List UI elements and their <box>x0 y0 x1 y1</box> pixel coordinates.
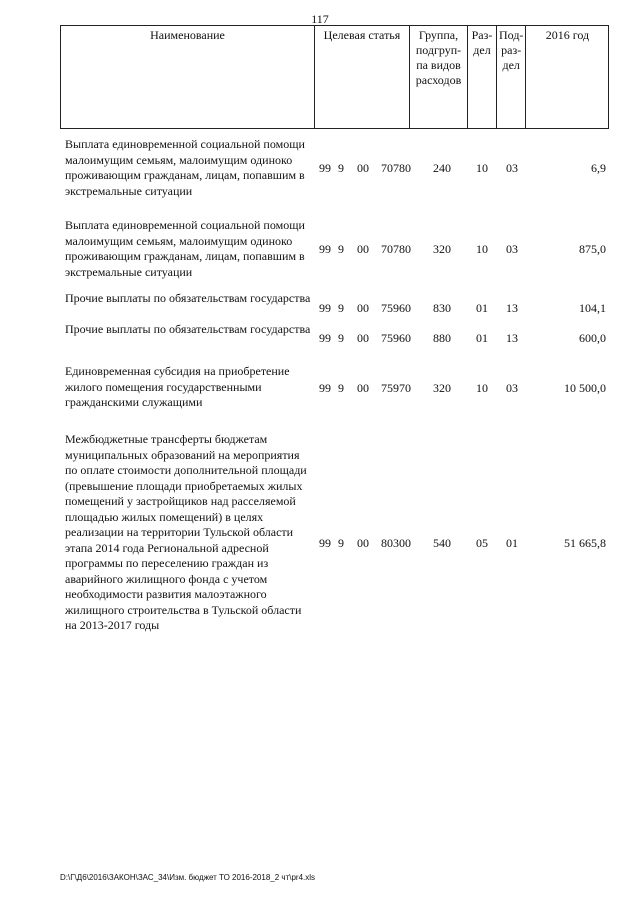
header-group: Группа, подгруп- па видов расходов <box>410 26 468 129</box>
code-part: 9 <box>338 536 344 550</box>
row-podrazdel: 03 <box>506 161 518 175</box>
row-group: 320 <box>433 242 451 256</box>
header-year: 2016 год <box>526 26 609 129</box>
row-amount: 600,0 <box>579 331 606 345</box>
code-part: 99 <box>319 161 331 175</box>
row-name: Единовременная субсидия на приобретение жилого помещения государственными гражданскими служащими <box>65 364 290 409</box>
row-podrazdel: 01 <box>506 536 518 550</box>
row-group: 830 <box>433 301 451 315</box>
header-name: Наименование <box>61 26 315 129</box>
code-part: 99 <box>319 331 331 345</box>
row-razdel: 01 <box>476 301 488 315</box>
row-group: 320 <box>433 381 451 395</box>
row-amount: 51 665,8 <box>564 536 606 550</box>
code-part: 9 <box>338 301 344 315</box>
row-podrazdel: 03 <box>506 381 518 395</box>
row-podrazdel: 03 <box>506 242 518 256</box>
row-amount: 6,9 <box>591 161 606 175</box>
code-part: 99 <box>319 536 331 550</box>
code-part: 9 <box>338 242 344 256</box>
code-part: 70780 <box>381 161 411 175</box>
code-part: 9 <box>338 381 344 395</box>
row-podrazdel: 13 <box>506 301 518 315</box>
table-row <box>60 432 608 662</box>
row-razdel: 05 <box>476 536 488 550</box>
row-name: Прочие выплаты по обязательствам государства <box>65 322 311 336</box>
header-razdel: Раз- дел <box>468 26 497 129</box>
row-group: 880 <box>433 331 451 345</box>
code-part: 00 <box>357 161 369 175</box>
table-row <box>60 137 608 199</box>
code-part: 75970 <box>381 381 411 395</box>
code-part: 00 <box>357 536 369 550</box>
code-part: 99 <box>319 301 331 315</box>
row-group: 540 <box>433 536 451 550</box>
code-part: 99 <box>319 242 331 256</box>
code-part: 00 <box>357 301 369 315</box>
table-row <box>60 218 608 280</box>
row-razdel: 10 <box>476 161 488 175</box>
code-part: 80300 <box>381 536 411 550</box>
row-amount: 10 500,0 <box>564 381 606 395</box>
page-number: 117 <box>311 12 329 26</box>
table-row <box>60 322 608 354</box>
code-part: 9 <box>338 331 344 345</box>
row-razdel: 01 <box>476 331 488 345</box>
code-part: 70780 <box>381 242 411 256</box>
row-amount: 875,0 <box>579 242 606 256</box>
row-amount: 104,1 <box>579 301 606 315</box>
code-part: 00 <box>357 381 369 395</box>
row-razdel: 10 <box>476 381 488 395</box>
row-group: 240 <box>433 161 451 175</box>
row-name: Прочие выплаты по обязательствам государства <box>65 291 311 305</box>
code-part: 00 <box>357 331 369 345</box>
code-part: 75960 <box>381 331 411 345</box>
row-name: Межбюджетные трансферты бюджетам муниципальных образований на мероприятия по оплате стоимости дополнительной площади (превышение площади приобретаемых жилых помещений у застройщиков над расселяемой площадью жилых помещений) в целях реализации на территории Тульской области этапа 2014 года Региональной адресной программы по переселению граждан из аварийного жилищного фонда с учетом необходимости развития малоэтажного жилищного строительства в Тульской области на 2013-2017 годы <box>65 432 307 632</box>
code-part: 75960 <box>381 301 411 315</box>
table-row <box>60 364 608 412</box>
table-header <box>60 25 609 129</box>
header-target: Целевая статья <box>315 26 410 129</box>
row-name: Выплата единовременной социальной помощи малоимущим семьям, малоимущим одиноко проживающим гражданам, лицам, попавшим в экстремальные ситуации <box>65 218 305 279</box>
code-part: 9 <box>338 161 344 175</box>
table-row <box>60 291 608 323</box>
code-part: 99 <box>319 381 331 395</box>
file-path-footer: D:\Г\Д6\2016\ЗАКОН\ЗАС_34\Изм. бюджет ТО 2016-2018_2 чт\pr4.xls <box>60 873 316 882</box>
row-razdel: 10 <box>476 242 488 256</box>
row-name: Выплата единовременной социальной помощи малоимущим семьям, малоимущим одиноко проживающим гражданам, лицам, попавшим в экстремальные ситуации <box>65 137 305 198</box>
header-podrazdel: Под- раз- дел <box>497 26 526 129</box>
row-podrazdel: 13 <box>506 331 518 345</box>
code-part: 00 <box>357 242 369 256</box>
